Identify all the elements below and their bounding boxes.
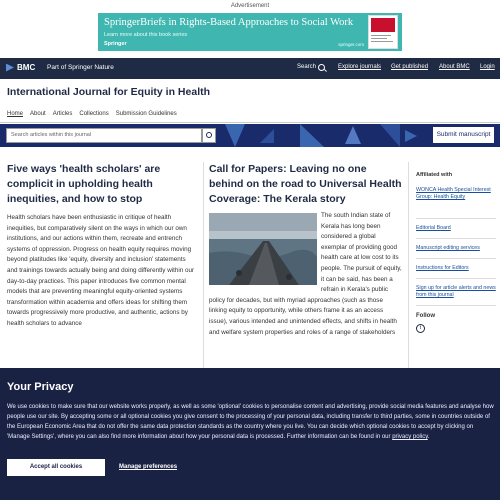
photo-illustration bbox=[209, 213, 317, 285]
book-cover-image bbox=[368, 15, 398, 49]
login-link[interactable]: Login bbox=[480, 64, 495, 70]
ad-subline: Learn more about this book series bbox=[104, 32, 188, 38]
ad-banner[interactable] bbox=[98, 13, 402, 51]
nav-collections[interactable]: Collections bbox=[79, 111, 109, 117]
article-title[interactable]: Call for Papers: Leaving no one behind on the road to Universal Health Coverage: The Kerala story bbox=[209, 163, 402, 205]
article-summary: The south Indian state of Kerala has long been considered a global exemplar of providing good health care at low cost to its people. The pursuit of equity, it can be said, has been a refrain in Kerala's public policy for decades, but with myriad approaches (such as those linking equity to opportunity, while others frame it as an access issue), various intended and unintended effects, and shifts in health and welfare system properties and roles of a range of stakeholders bbox=[209, 212, 402, 336]
privacy-text: We use cookies to make sure that our website works properly, as well as some 'optional' cookies to personalise content and advertising, provide social media features and analyse how people use our site. By accepting some or all optional cookies you give consent to the processing of your personal data, including transfer to third parties, some in countries outside of the European Economic Area that do not offer the same data protection standards as the country where you live. You can decide which optional cookies to accept by clicking on 'Manage Settings', where you can also find more information about how your personal data is processed. Further information can be found in our privacy policy. bbox=[7, 404, 494, 440]
bmc-logo-icon bbox=[6, 64, 14, 72]
article-card bbox=[209, 162, 402, 338]
ad-url: springer.com bbox=[338, 42, 364, 47]
breakwater-photo bbox=[209, 213, 317, 285]
search-input[interactable]: Search articles within this journal bbox=[6, 128, 202, 143]
submit-manuscript-button[interactable]: Submit manuscript bbox=[432, 126, 495, 144]
ad-headline: SpringerBriefs in Rights-Based Approaches to Social Work bbox=[104, 17, 354, 28]
sidebar-divider bbox=[408, 162, 409, 382]
follow-heading: Follow bbox=[416, 313, 435, 319]
sidebar-link-wonca[interactable]: WONCA Health Special Interest Group: Health Equity bbox=[416, 187, 491, 200]
sidebar-link-editing-services[interactable]: Manuscript editing services bbox=[416, 245, 480, 251]
nav-about[interactable]: About bbox=[30, 111, 46, 117]
column-divider bbox=[203, 162, 204, 382]
article-summary: Health scholars have been enthusiastic in critique of health inequities, but comparatively silent on the ways in which our own institutions, and our actions within them, recreate and entrench systems of oppression. Progress on health equity requires moving beyond platitudes like 'equity, diversity and inclusion' statements and trainings towards actually being and doing differently within our day-to-day practices. This paper introduces five common mental models that are preventing meaningful equity-oriented systems transformation within academia and offers ideas for shifting them towards progressively more productive, and authentic, actions by health scholars to advance bbox=[7, 214, 195, 327]
springer-logo: Springer bbox=[104, 41, 127, 47]
article-card bbox=[7, 162, 197, 330]
journal-nav bbox=[7, 111, 177, 117]
explore-journals-link[interactable]: Explore journals bbox=[338, 64, 382, 70]
privacy-policy-link[interactable]: privacy policy bbox=[392, 434, 428, 440]
nav-articles[interactable]: Articles bbox=[52, 111, 73, 117]
article-title[interactable]: Five ways 'health scholars' are complicit in upholding health inequities, and how to stop bbox=[7, 163, 161, 205]
search-icon[interactable] bbox=[318, 64, 325, 71]
hero-banner bbox=[0, 124, 500, 147]
search-button[interactable]: Search bbox=[297, 64, 317, 70]
search-submit-button[interactable] bbox=[202, 128, 216, 143]
nav-home[interactable]: Home bbox=[7, 111, 24, 117]
top-navigation bbox=[0, 58, 500, 79]
manage-preferences-button[interactable]: Manage preferences bbox=[119, 464, 178, 470]
get-published-link[interactable]: Get published bbox=[391, 64, 429, 70]
part-of-springer-nature: Part of Springer Nature bbox=[47, 64, 114, 71]
nav-submission-guidelines[interactable]: Submission Guidelines bbox=[115, 111, 177, 117]
privacy-title: Your Privacy bbox=[7, 381, 74, 393]
accept-cookies-button[interactable]: Accept all cookies bbox=[7, 459, 105, 476]
affiliated-heading: Affiliated with bbox=[416, 172, 453, 178]
sidebar bbox=[416, 172, 496, 333]
sidebar-link-alerts[interactable]: Sign up for article alerts and news from this journal bbox=[416, 285, 496, 298]
journal-title[interactable]: International Journal for Equity in Health bbox=[7, 86, 211, 98]
cookie-banner bbox=[0, 368, 500, 500]
about-bmc-link[interactable]: About BMC bbox=[439, 64, 470, 70]
sidebar-link-editorial-board[interactable]: Editorial Board bbox=[416, 225, 451, 231]
search-icon bbox=[206, 132, 212, 138]
twitter-icon[interactable]: t bbox=[416, 324, 425, 333]
advertisement-label: Advertisement bbox=[230, 3, 270, 9]
sidebar-link-instructions[interactable]: Instructions for Editors bbox=[416, 265, 469, 271]
divider bbox=[0, 122, 500, 123]
bmc-logo[interactable]: BMC bbox=[6, 63, 35, 72]
